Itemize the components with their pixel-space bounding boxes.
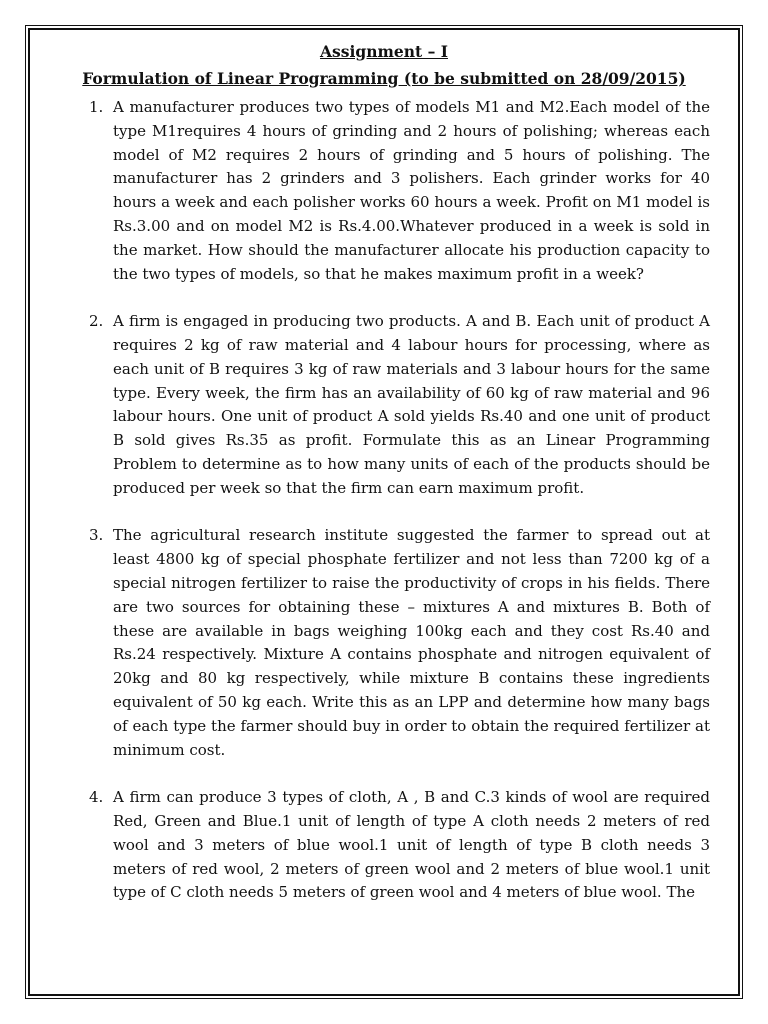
question-2: [32, 310, 736, 500]
assignment-title: Assignment – I: [320, 42, 448, 61]
question-number: 2.: [89, 312, 104, 331]
question-number: 4.: [89, 788, 104, 807]
question-4: [32, 786, 736, 905]
question-1: [32, 96, 736, 286]
question-number: 3.: [89, 526, 104, 545]
question-text: A manufacturer produces two types of models M1 and M2.Each model of the type M1requires 4 hours of grinding and 2 hours of polishing; whereas each model of M2 requires 2 hours of grinding and 5 hours of polishing. The manufacturer has 2 grinders and 3 polishers. Each grinder works for 40 hours a week and each polisher works 60 hours a week. Profit on M1 model is Rs.3.00 and on model M2 is Rs.4.00.Whatever produced in a week is sold in the market. How should the manufacturer allocate his production capacity to the two types of models, so that he makes maximum profit in a week?: [113, 98, 710, 283]
question-text: The agricultural research institute suggested the farmer to spread out at least 4800 kg of special phosphate fertilizer and not less than 7200 kg of a special nitrogen fertilizer to raise the productivity of crops in his fields. There are two sources for obtaining these – mixtures A and mixtures B. Both of these are available in bags weighing 100kg each and they cost Rs.40 and Rs.24 respectively. Mixture A contains phosphate and nitrogen equivalent of 20kg and 80 kg respectively, while mixture B contains these ingredients equivalent of 50 kg each. Write this as an LPP and determine how many bags of each type the farmer should buy in order to obtain the required fertilizer at minimum cost.: [113, 526, 710, 759]
assignment-subtitle: Formulation of Linear Programming (to be submitted on 28/09/2015): [82, 69, 686, 88]
question-3: [32, 524, 736, 762]
question-number: 1.: [89, 98, 104, 116]
document-content: [32, 40, 736, 990]
question-text: A firm is engaged in producing two products. A and B. Each unit of product A requires 2 kg of raw material and 4 labour hours for processing, where as each unit of B requires 3 kg of raw materials and 3 labour hours for the same type. Every week, the firm has an availability of 60 kg of raw material and 96 labour hours. One unit of product A sold yields Rs.40 and one unit of product B sold gives Rs.35 as profit. Formulate this as an Linear Programming Problem to determine as to how many units of each of the products should be produced per week so that the firm can earn maximum profit.: [113, 312, 710, 497]
question-text: A firm can produce 3 types of cloth, A , B and C.3 kinds of wool are required Red, Green and Blue.1 unit of length of type A cloth needs 2 meters of red wool and 3 meters of blue wool.1 unit of length of type B cloth needs 3 meters of red wool, 2 meters of green wool and 2 meters of blue wool.1 unit type of C cloth needs 5 meters of green wool and 4 meters of blue wool. The: [113, 788, 710, 902]
question-list: [32, 96, 736, 905]
